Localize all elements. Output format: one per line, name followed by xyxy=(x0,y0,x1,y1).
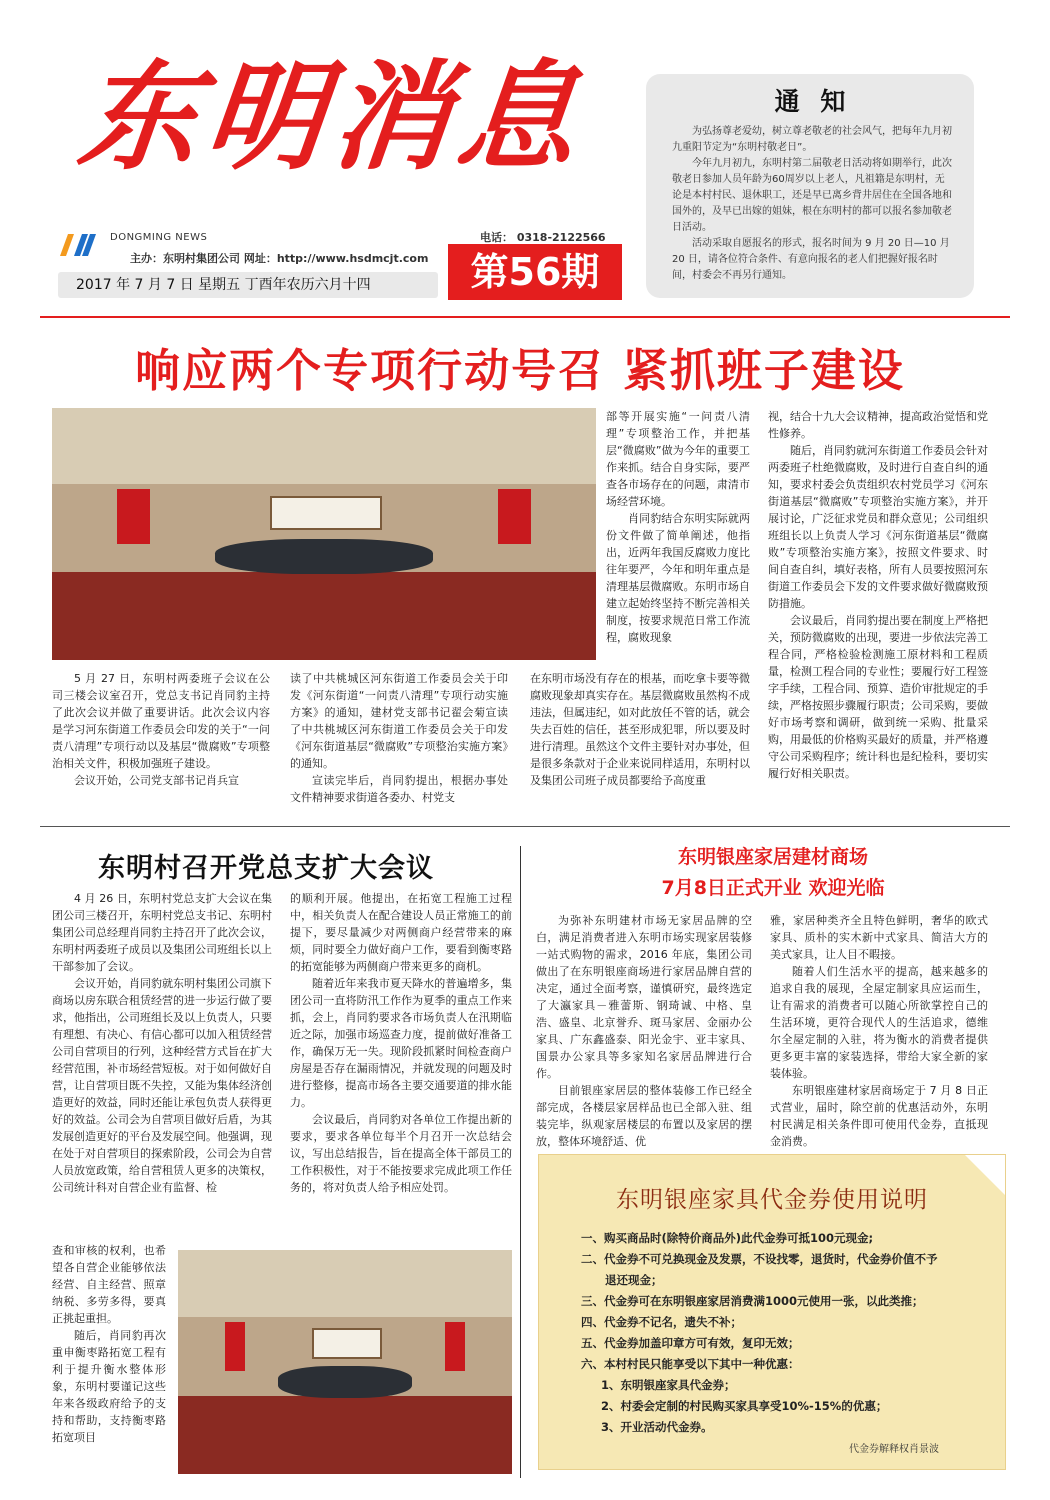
notice-box xyxy=(646,74,974,298)
article3-title-line2: 7月8日正式开业 欢迎光临 xyxy=(661,877,885,899)
notice-paragraph: 今年九月初九，东明村第二届敬老日活动将如期举行，此次敬老日参加人员年龄为60周岁以上老人，凡祖籍是东明村，无论是本村村民、退休职工，还是早已离乡背井居住在全国各地和国外的，及早已出嫁的姐妹，根在东明村的都可以报名参加敬老日活动。 xyxy=(672,158,952,233)
article1-col2 xyxy=(290,670,508,806)
article3-paragraph: 雅，家居种类齐全且特色鲜明，奢华的欧式家具、质朴的实木新中式家具、简洁大方的美式家具，让人目不暇接。 xyxy=(770,914,988,961)
article1-col1 xyxy=(52,670,270,789)
headline-article1: 响应两个专项行动号召 紧抓班子建设 xyxy=(135,344,905,397)
coupon-item: 六、本村村民只能享受以下其中一种优惠： xyxy=(581,1357,800,1371)
coupon-item: 2、村委会定制的村民购买家具享受10%-15%的优惠； xyxy=(601,1399,888,1413)
article1-paragraph: 肖同豹结合东明实际就两份文件做了简单阐述，他指出，近两年我国反腐败力度比往年要严，今年和明年重点是清理基层微腐败。东明市场自建立起始终坚持不断完善相关制度，按要求规范日常工作流程，腐败现象 xyxy=(606,512,750,644)
article2-paragraph: 的顺利开展。他提出，在拓宽工程施工过程中，相关负责人在配合建设人员正常施工的前提下，要尽量减少对两侧商户经营带来的麻烦，同时要全力做好商户工作，要看到衡枣路的拓宽能够为两侧商户带来更多的商机。 xyxy=(290,892,512,973)
article3-title xyxy=(538,842,1008,904)
article1-paragraph: 部等开展实施“一问责八清理”专项整治工作，并把基层“微腐败”做为今年的重要工作来抓。结合自身实际，要严查各市场存在的问题，肃清市场经营环境。 xyxy=(606,410,750,508)
coupon-item: 二、代金券不可兑换现金及发票，不设找零，退货时，代金券价值不予 xyxy=(581,1252,938,1266)
sponsor-line: 主办：东明村集团公司 网址：http://www.hsdmcjt.com xyxy=(130,252,429,265)
article3-paragraph: 随着人们生活水平的提高，越来越多的追求自我的展现，全屋定制家具应运而生，让有需求的消费者可以随心所欲掌控自己的生活环境，更符合现代人的生活追求，德维尔全屋定制的入驻，将为衡水的消费者提供更多更丰富的家装选择，带给大家全新的家装体验。 xyxy=(770,965,988,1080)
meeting-photo-2 xyxy=(178,1250,512,1474)
article3-col1 xyxy=(536,912,752,1150)
article1-paragraph: 5 月 27 日，东明村两委班子会议在公司三楼会议室召开，党总支书记肖同豹主持了此次会议并做了重要讲话。此次会议内容是学习河东街道工作委员会印发的关于“一问责八清理”专项行动以及基层“微腐败”专项整治相关文件，积极加强班子建设。 xyxy=(52,672,270,770)
coupon-item: 五、代金券加盖印章方可有效，复印无效； xyxy=(581,1336,800,1350)
article2-paragraph: 4 月 26 日，东明村党总支扩大会议在集团公司三楼召开，东明村党总支书记、东明村集团公司总经理肖同豹主持召开了此次会议，东明村两委班子成员以及集团公司班组长以上干部参加了会议。 xyxy=(52,892,272,973)
article2-col2 xyxy=(290,890,512,1196)
article2-col1-tail xyxy=(52,1242,166,1446)
column-divider xyxy=(520,846,521,1478)
article3-title-line1: 东明银座家居建材商场 xyxy=(677,846,868,868)
coupon-item: 3、开业活动代金券。 xyxy=(601,1420,713,1434)
phone-number: 电话： 0318-2122566 xyxy=(480,231,606,244)
section-divider xyxy=(40,826,1010,827)
article3-paragraph: 目前银座家居层的整体装修工作已经全部完成，各楼层家居样品也已全部入驻、组装完毕，纵观家居楼层的布置以及家居的摆放，整体环境舒适、优 xyxy=(536,1084,752,1148)
coupon-box xyxy=(538,1154,1006,1470)
article1-col4 xyxy=(768,408,988,782)
coupon-item: 1、东明银座家具代金券； xyxy=(601,1378,736,1392)
masthead-title: 东明消息 xyxy=(72,47,592,186)
article2-paragraph: 会议开始，肖同豹就东明村集团公司旗下商场以房东联合租赁经营的进一步运行做了要求，他指出，公司班组长及以上负责人，只要有理想、有决心、有信心都可以加入租赁经营公司自营项目的行列，这种经营方式旨在扩大经营范围，补市场经营短板。对于如何做好自营，让自营项目既不失控，又能为集体经济创造更好的效益，同时还能让承包负责人获得更好的效益。公司会为自营项目做好后盾，为其发展创造更好的平台及发展空间。他强调，现在处于对自营项目的探索阶段，公司会为自营人员放宽政策，给自营租赁人更多的决策权，公司统计科对自营企业有监督、检 xyxy=(52,977,272,1194)
notice-paragraph: 为弘扬尊老爱幼，树立尊老敬老的社会风气，把每年九月初九重阳节定为“东明村敬老日”。 xyxy=(672,126,952,153)
article2-paragraph: 随着近年来我市夏天降水的普遍增多，集团公司一直将防汛工作作为夏季的重点工作来抓，会上，肖同豹要求各市场负责人在汛期临近之际，加强市场巡查力度，提前做好准备工作，确保万无一失。现阶段抓紧时间检查商户房屋是否存在漏雨情况，并就发现的问题及时进行整修，提高市场各主要交通要道的排水能力。 xyxy=(290,977,512,1109)
issue-badge: 第56期 xyxy=(448,244,622,300)
article1-col3-bottom xyxy=(530,670,750,789)
article1-col3-top xyxy=(606,408,750,646)
coupon-title: 东明银座家具代金券使用说明 xyxy=(616,1187,928,1213)
article2-title: 东明村召开党总支扩大会议 xyxy=(98,853,434,884)
meeting-photo xyxy=(52,408,596,660)
coupon-credit: 代金券解释权肖景波 xyxy=(849,1444,939,1455)
coupon-list xyxy=(539,1228,1005,1438)
article1-paragraph: 读了中共桃城区河东街道工作委员会关于印发《河东街道“一问责八清理”专项行动实施方案》的通知，建材党支部书记翟会菊宣读了中共桃城区河东街道工作委员会关于印发《河东街道基层“微腐败”专项整治实施方案》的通知。 xyxy=(290,672,508,770)
coupon-item: 三、代金券可在东明银座家居消费满1000元使用一张，以此类推； xyxy=(581,1294,924,1308)
article1-paragraph: 在东明市场没有存在的根基，而吃拿卡要等微腐败现象却真实存在。基层微腐败虽然构不成违法，但属违纪，如对此放任不管的话，就会失去百姓的信任，甚至形成犯罪，所以要及时进行清理。虽然这个文件主要针对办事处，但是很多条款对于企业来说同样适用，东明村以及集团公司班子成员都要给予高度重 xyxy=(530,672,750,787)
article2-col1 xyxy=(52,890,272,1196)
article2-paragraph: 随后，肖同豹再次重申衡枣路拓宽工程有利于提升衡水整体形象，东明村要谨记这些年来各级政府给予的支持和帮助，支持衡枣路拓宽项目 xyxy=(52,1329,166,1444)
coupon-item: 一、购买商品时(除特价商品外)此代金券可抵100元现金; xyxy=(581,1231,874,1245)
notice-paragraph: 活动采取自愿报名的形式，报名时间为 9 月 20 日—10 月 20 日，请各位符合条件、有意向报名的老人们把握好报名时间，村委会不再另行通知。 xyxy=(672,238,950,281)
article1-paragraph: 会议最后，肖同豹提出要在制度上严格把关，预防微腐败的出现，要进一步依法完善工程合同，严格检验检测施工原材料和工程质量，检测工程合同的专业性；要履行好工程签字手续，工程合同、预算、造价审批规定的手续，严格按照步骤履行职责；公司采购，要做好市场考察和调研，做到统一采购、批量采购，用最低的价格购买最好的质量，并严格遵守公司采购程序；统计科也是纪检科，要切实履行好相关职责。 xyxy=(768,614,988,780)
coupon-item: 退还现金； xyxy=(605,1273,663,1287)
article3-col2 xyxy=(770,912,988,1150)
article3-paragraph: 东明银座建材家居商场定于 7 月 8 日正式营业，届时，除空前的优惠活动外，东明村民满足相关条件即可使用代金券，直抵现金消费。 xyxy=(770,1084,988,1148)
article3-paragraph: 为弥补东明建材市场无家居品牌的空白，满足消费者进入东明市场实现家居装修一站式购物的需求，2016 年底，集团公司做出了在东明银座商场进行家居品牌自营的决定，通过全面考察，谨慎研究，最终选定了大瀛家具－雅蕾斯、钢琦诚、中格、皇浩、盛皇、北京誉乔、斑马家居、金丽办公家具、广东鑫盛泰、阳光金宇、亚丰家具、国景办公家具等多家知名家居品牌进行合作。 xyxy=(536,914,752,1080)
article1-paragraph: 视，结合十九大会议精神，提高政治觉悟和党性修养。 xyxy=(768,410,988,440)
article1-paragraph: 随后，肖同豹就河东街道工作委员会针对两委班子杜绝微腐败，及时进行自查自纠的通知，要求村委会负责组织农村党员学习《河东街道基层“微腐败”专项整治实施方案》，并开展讨论，广泛征求党员和群众意见；公司组织班组长以上负责人学习《河东街道基层“微腐败”专项整治实施方案》，按照文件要求、时间自查自纠，填好表格，所有人员要按照河东街道工作委员会下发的文件要求做好微腐败预防措施。 xyxy=(768,444,988,610)
article2-paragraph: 查和审核的权利，也希望各自营企业能够依法经营、自主经营、照章纳税、多劳多得，要真正挑起重担。 xyxy=(52,1244,166,1325)
coupon-item: 四、代金券不记名，遗失不补； xyxy=(581,1315,742,1329)
header-divider xyxy=(40,316,1010,318)
brand-english: DONGMING NEWS xyxy=(110,232,208,243)
article1-paragraph: 会议开始，公司党支部书记肖兵宣 xyxy=(74,774,239,787)
dateline: 2017 年 7 月 7 日 星期五 丁酉年农历六月十四 xyxy=(58,272,438,298)
article1-paragraph: 宣读完毕后，肖同豹提出，根据办事处文件精神要求街道各委办、村党支 xyxy=(290,774,508,804)
newspaper-logo-icon xyxy=(60,232,96,256)
notice-title: 通 知 xyxy=(774,87,852,116)
article2-paragraph: 会议最后，肖同豹对各单位工作提出新的要求，要求各单位每半个月召开一次总结会议，写出总结报告，旨在提高全体干部员工的工作积极性，对于不能按要求完成此项工作任务的，将对负责人给予相应处罚。 xyxy=(290,1113,512,1194)
